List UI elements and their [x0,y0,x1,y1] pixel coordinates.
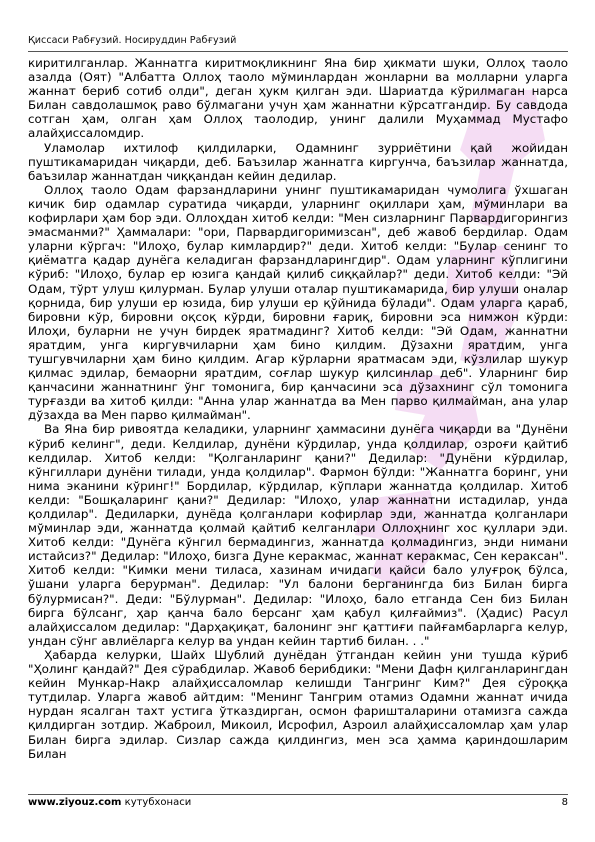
book-title: Қиссаси Рабғузий. Носируддин Рабғузий [28,35,237,46]
paragraph: киритилганлар. Жаннатга киритмоқликнинг Яна бир ҳикмати шуки, Оллоҳ таоло азалда (Оят) "Албатта Оллоҳ таоло мўминлардан жонларни ва молларни уларга жаннат бериб сотиб олди", деган ҳукм қилган эди. Шариатда кўрилмаган нарса Билан савдолашмоқ раво бўлмагани учун ҳам жаннатни кўрсатгандир. Бу савдода сотган ҳам, олган ҳам Оллоҳ таолодир, унинг далили Муҳаммад Мустафо алайҳиссаломдир. [28,56,568,141]
footer-site-suffix: кутубхонаси [121,797,192,808]
paragraph: Ҳабарда келурки, Шайх Шублий дунёдан ўтгандан кейин уни тушда кўриб "Ҳолинг қандай?" Дея сўрабдилар. Жавоб берибдики: "Мени Дафн қилганларингдан кейин Мункар-Накр алайҳиссаломлар келишди Тангринг Ким?" Дея сўроққа тутдилар. Уларга жавоб айтдим: "Менинг Тангрим отамиз Одамни жаннат ичида нурдан ясалган тахт устига ўтказдирган, осмон фаришталарини отамизга сажда қилдирган зотдир. Жаброил, Микоил, Исрофил, Азроил алайҳиссаломлар ҳам улар Билан бирга эдилар. Сизлар сажда қилдингиз, мен эса ҳамма қариндошларим Билан [28,647,568,761]
page-header [28,35,568,46]
page-number: 8 [561,797,568,808]
footer-site-link[interactable]: www.ziyouz.com [28,797,122,808]
header-divider [28,51,568,52]
paragraph: Ва Яна бир ривоятда келадики, уларнинг ҳаммасини дунёга чиқарди ва "Дунёни кўриб келинг", деди. Келдилар, дунёни кўрдилар, унда қолдилар, озроғи қайтиб келдилар. Хитоб келди: "Қолганларинг қани?" Дедилар: "Дунёни кўрдилар, кўнгиллари дунёни тилади, унда қолдилар". Фармон бўлди: "Жаннатга боринг, уни нима эканини кўринг!" Бордилар, кўрдилар, кўплари жаннатда қолдилар. Хитоб келди: "Бошқаларинг қани?" Дедилар: "Илоҳо, улар жаннатни истадилар, унда қолдилар". Дедиларки, дунёда қолганлари кофирлар эди, жаннатда қолганлари мўминлар эди, жаннатда қолмай қайтиб келганлари Оллоҳнинг хос қуллари эди. Хитоб келди: "Дунёга кўнгил бермадингиз, жаннатда қолмадингиз, энди нимани истайсиз?" Дедилар: "Илоҳо, бизга Дуне керакмас, жаннат керакмас, Сен кераксан". Хитоб келди: "Кимки мени тиласа, хазинам ичидаги қайси бало улуғроқ бўлса, ўшани уларга берурман". Дедилар: "Ул балони берганингда биз Билан бирга бўлурмисан?". Деди: "Бўлурман". Дедилар: "Илоҳо, бало етганда Сен биз Билан бирга бўлсанг, ҳар қанча бало берсанг ҳам қабул қилғаймиз". (Ҳадис) Расул алайҳиссалом дедилар: "Дарҳақиқат, балонинг энг қаттиғи пайғамбарларга келур, ундан сўнг авлиёларга келур ва ундан кейин тартиб билан. . ." [28,422,568,648]
document-body [28,56,568,761]
paragraph: Уламолар ихтилоф қилдиларки, Одамнинг зурриётини қай жойидан пуштикамаридан чиқарди, деб. Баъзилар жаннатга киргунча, баъзилар жаннатда, баъзилар жаннатдан чиққандан кейин дедилар. [28,140,568,183]
page-footer [28,797,568,808]
paragraph: Оллоҳ таоло Одам фарзандларини унинг пуштикамаридан чумолига ўхшаган кичик бир одамлар суратида чиқарди, уларнинг оқиллари ҳам, мўминлари ва кофирлари ҳам бор эди. Оллоҳдан хитоб келди: "Мен сизларнинг Парвардигорингиз эмасманми?" Ҳаммалари: "ори, Парвардигоримизсан", деб жавоб бердилар. Одам уларни кўргач: "Илоҳо, булар кимлардир?" деди. Хитоб келди: "Булар сенинг то қиёматга қадар дунёга келадиган фарзандларингдир". Одам уларнинг кўплигини кўриб: "Илоҳо, булар ер юзига қандай қилиб сиққайлар?" деди. Хитоб келди: "Эй Одам, тўрт улуш қилурман. Булар улуши оталар пуштикамарида, бир улуши оналар қорнида, бир улуши ер юзида, бир улуши ер қўйнида бўлади". Одам уларга қараб, бировни кўр, бировни оқсоқ кўрди, бировни ғариқ, бировни эса нимжон кўрди: Илоҳи, буларни не учун бирдек яратмадинг? Хитоб келди: "Эй Одам, жаннатни яратдим, унга киргувчиларни ҳам бино қилдим. Дўзахни яратдим, унга тушгувчиларни ҳам бино қилдим. Агар кўрларни яратмасам эди, кўзлилар шукур қилмас эдилар, бемаорни яратдим, соғлар шукур қилсинлар деб". Уларнинг бир қанчасини жаннатнинг ўнг томонига, бир қанчасини эса дўзахнинг сўл томонига турғазди ва хитоб қилди: "Анна улар жаннатда ва Мен парво қилмайман, ана улар дўзахда ва Мен парво қилмайман". [28,182,568,423]
footer-divider [28,794,568,795]
